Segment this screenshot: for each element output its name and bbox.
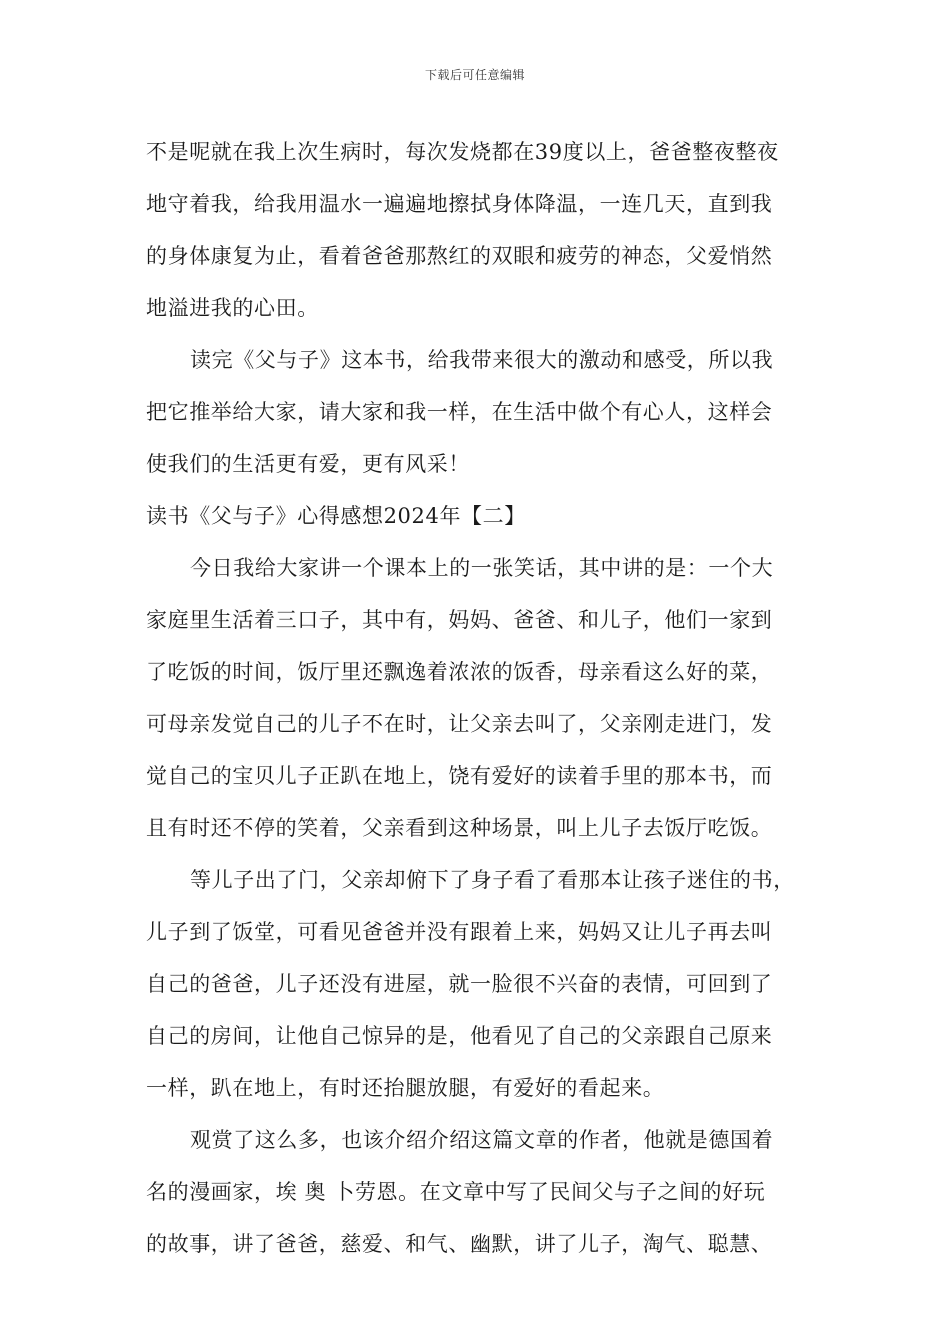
text-line: 观赏了这么多，也该介绍介绍这篇文章的作者，他就是德国着	[190, 1128, 774, 1152]
paragraph	[146, 126, 810, 334]
text-line: 地守着我，给我用温水一遍遍地擦拭身体降温，一连几天，直到我	[146, 192, 773, 216]
text-line: 可母亲发觉自己的儿子不在时，让父亲去叫了，父亲刚走进门，发	[146, 712, 773, 736]
text-line: 家庭里生活着三口子，其中有，妈妈、爸爸、和儿子，他们一家到	[146, 608, 773, 632]
text-line: 今日我给大家讲一个课本上的一张笑话，其中讲的是：一个大	[190, 556, 774, 580]
text-line: 使我们的生活更有爱，更有风采！	[146, 452, 470, 476]
text-line: 觉自己的宝贝儿子正趴在地上，饶有爱好的读着手里的那本书，而	[146, 764, 773, 788]
text-line: 自己的房间，让他自己惊异的是，他看见了自己的父亲跟自己原来	[146, 1024, 773, 1048]
text-line: 儿子到了饭堂，可看见爸爸并没有跟着上来，妈妈又让儿子再去叫	[146, 920, 773, 944]
section-heading: 读书《父与子》心得感想2024年【二】	[146, 504, 526, 528]
text-line: 等儿子出了门，父亲却俯下了身子看了看那本让孩子迷住的书，	[190, 868, 795, 892]
paragraph	[146, 1114, 810, 1270]
paragraph	[146, 854, 810, 1114]
text-line: 了吃饭的时间，饭厅里还飘逸着浓浓的饭香，母亲看这么好的菜，	[146, 660, 773, 684]
text-line: 读完《父与子》这本书，给我带来很大的激动和感受，所以我	[190, 348, 774, 372]
text-line: 名的漫画家，埃 奥 卜劳恩。在文章中写了民间父与子之间的好玩	[146, 1180, 766, 1204]
text-line: 把它推举给大家，请大家和我一样，在生活中做个有心人，这样会	[146, 400, 773, 424]
text-line: 自己的爸爸，儿子还没有进屋，就一脸很不兴奋的表情，可回到了	[146, 972, 773, 996]
text-line: 的故事，讲了爸爸，慈爱、和气、幽默，讲了儿子，淘气、聪慧、	[146, 1232, 773, 1256]
text-line: 不是呢就在我上次生病时，每次发烧都在39度以上，爸爸整夜整夜	[146, 140, 779, 164]
text-line: 的身体康复为止，看着爸爸那熬红的双眼和疲劳的神态，父爱悄然	[146, 244, 773, 268]
document-body	[146, 126, 810, 1270]
paragraph	[146, 334, 810, 490]
paragraph	[146, 542, 810, 854]
text-line: 一样，趴在地上，有时还抬腿放腿，有爱好的看起来。	[146, 1076, 665, 1100]
text-line: 且有时还不停的笑着，父亲看到这种场景，叫上儿子去饭厅吃饭。	[146, 816, 773, 840]
page-header: 下载后可任意编辑	[424, 68, 525, 82]
text-line: 地溢进我的心田。	[146, 296, 319, 320]
